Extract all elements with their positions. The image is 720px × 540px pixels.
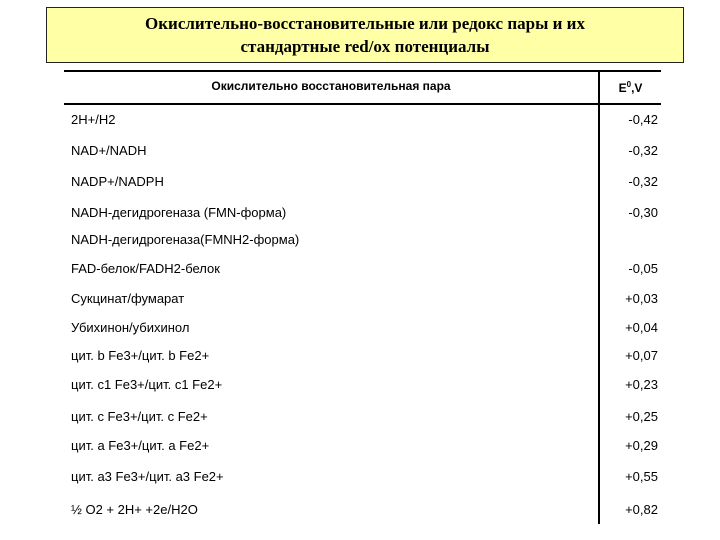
pair-label: цит. a Fe3+/цит. a Fe2+ [71, 438, 210, 453]
pair-label: цит. с Fe3+/цит. с Fe2+ [71, 409, 208, 424]
pair-label: цит. c1 Fe3+/цит. c1 Fe2+ [71, 377, 223, 392]
table-row [64, 143, 661, 165]
header-e-unit: ,V [631, 81, 643, 95]
pair-label: NADH-дегидрогеназа (FMN-форма) [71, 205, 287, 220]
table-top-rule [64, 70, 661, 72]
pair-label: 2H+/H2 [71, 112, 116, 127]
pair-label: NAD+/NADH [71, 143, 147, 158]
potential-value: +0,55 [625, 469, 658, 484]
slide-title [46, 7, 684, 63]
pair-label: Сукцинат/фумарат [71, 291, 185, 306]
potential-value: +0,82 [625, 502, 658, 517]
header-e-superscript: 0 [626, 80, 632, 89]
table-row [64, 469, 661, 491]
potential-value: +0,29 [625, 438, 658, 453]
table-row [64, 232, 661, 254]
table-row [64, 502, 661, 524]
redox-table [64, 70, 661, 524]
potential-value: +0,04 [625, 320, 658, 335]
title-line-1: Окислительно-восстановительные или редокс пары и их [145, 14, 585, 33]
table-row [64, 320, 661, 342]
pair-label: Убихинон/убихинол [71, 320, 190, 335]
table-row [64, 174, 661, 196]
pair-label: цит. b Fe3+/цит. b Fe2+ [71, 348, 210, 363]
header-e-symbol: E [618, 81, 627, 95]
header-potential [600, 80, 661, 95]
table-row [64, 438, 661, 460]
title-line-2: стандартные red/ox потенциалы [240, 37, 490, 56]
pair-label: NADP+/NADPH [71, 174, 164, 189]
potential-value: -0,30 [628, 205, 658, 220]
pair-label: цит. a3 Fe3+/цит. a3 Fe2+ [71, 469, 224, 484]
table-row [64, 291, 661, 313]
table-row [64, 377, 661, 399]
table-row [64, 261, 661, 283]
pair-label: FAD-белок/FADH2-белок [71, 261, 220, 276]
pair-label: NADH-дегидрогеназа(FMNH2-форма) [71, 232, 300, 247]
header-redox-pair: Окислительно восстановительная пара [211, 79, 451, 93]
potential-value: -0,42 [628, 112, 658, 127]
table-row [64, 112, 661, 134]
potential-value: +0,07 [625, 348, 658, 363]
table-header-rule [64, 103, 661, 105]
potential-value: +0,23 [625, 377, 658, 392]
potential-value: +0,03 [625, 291, 658, 306]
potential-value: -0,32 [628, 143, 658, 158]
potential-value: +0,25 [625, 409, 658, 424]
pair-label: ½ O2 + 2H+ +2e/H2O [71, 502, 198, 517]
potential-value: -0,32 [628, 174, 658, 189]
table-row [64, 409, 661, 431]
table-row [64, 205, 661, 227]
table-row [64, 348, 661, 370]
potential-value: -0,05 [628, 261, 658, 276]
